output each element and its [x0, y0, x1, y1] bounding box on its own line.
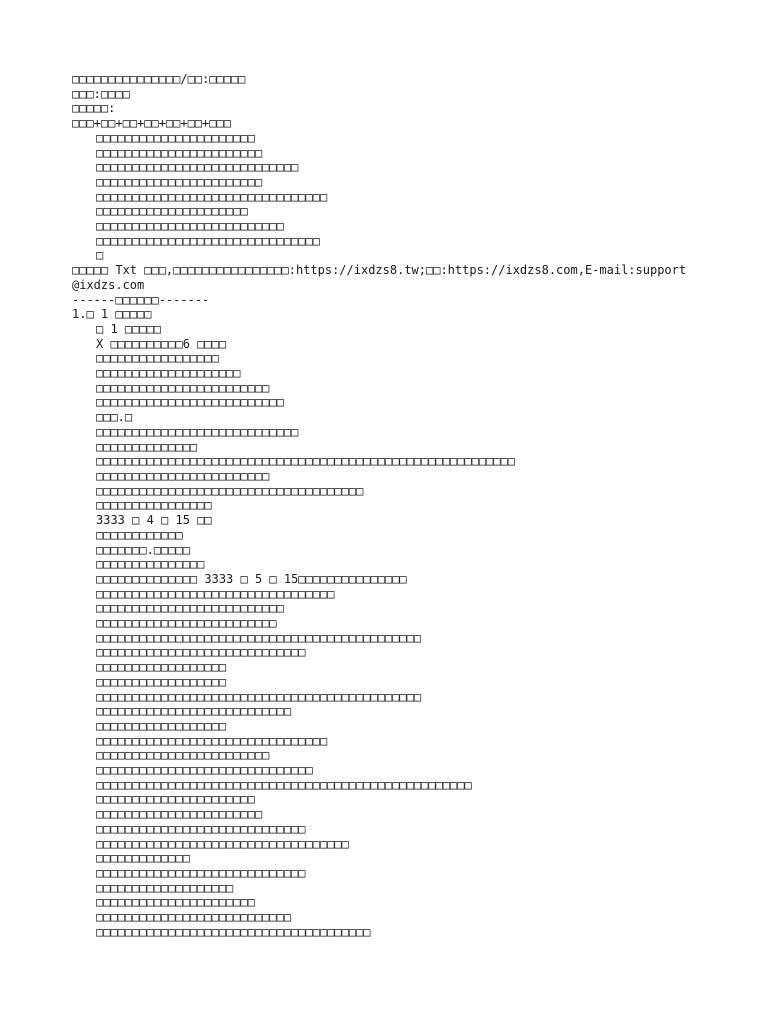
document-line: □□□□□□□□□□□□□□□□□□□□□□□ [96, 174, 263, 189]
document-line: □□□□□□□□□□□□□□□□□□□□□□□□□□□□□□□□□□□ [96, 836, 349, 851]
document-line: □□□□□□□□□□□□□□□□□□□□□□□□ [96, 380, 270, 395]
document-line: □□□□□□□□□□□□□□□□□□□□□□ [96, 130, 255, 145]
document-line: □□□□□□□□□□□□□□□□ [96, 498, 212, 513]
document-line: □□□+□□+□□+□□+□□+□□+□□□ [72, 116, 231, 131]
document-line: 1.□ 1 □□□□□ [72, 307, 152, 322]
document-line: □□□□□□□□□□□□□□□□□□□□□□□□□□□□□ [96, 821, 306, 836]
document-line: □□□□□□□□□□□□□□□/□□:□□□□□ [72, 72, 246, 86]
document-line: □□□□□□□□□□□□□□□□□□□□□□□□□□□□ [96, 160, 299, 175]
document-line: □□□□□□□□□□□□□□□□□□□□□□□□□□□□□□□□□□□□□□□□□□□□□ [96, 630, 422, 645]
document-line: □□□□□□□□□□□□□□□□□□□□□□□□□□ [96, 395, 284, 410]
document-line: □□□□□□□□□□□□□□□□□□□□□□□□□□□□□□□□□□□□□ [96, 483, 364, 498]
document-line: □□□□□□□□□□□□□□□□□□□□□□□□□□□□□□□ [96, 233, 320, 248]
document-line: □□□□□□□□□□□□□□□□□□□□□□□□□□□□□□ [96, 763, 313, 778]
document-line: □□□□□□□□□□□□□□□□□□□□□□□□□□□□□□□□ [96, 189, 328, 204]
document-line: □□□□□□□□□□□□□□□□□□□□□□□□ [96, 468, 270, 483]
document-line: □□□□□ Txt □□□,□□□□□□□□□□□□□□□□:https://ixdzs8.tw;□□:https://ixdzs8.com,E-mail:support@ixdzs.com [72, 263, 687, 292]
document-line: □□□□□□□□□□□□□□□□□□□□□□□□ [96, 748, 270, 763]
document-line: □□□□□□□□□□□□□□□□□□□□□□□□□□□□□ [96, 865, 306, 880]
document-line: □□□□□□□□□□□□□□□□□□ [96, 674, 227, 689]
document-line: X □□□□□□□□□□6 □□□□ [96, 336, 227, 351]
document-line: □□□□□□□□□□□□□□□□□□□□□□□□□□□□ [96, 424, 299, 439]
document-line: □□□□□□□□□□□□□□ 3333 □ 5 □ 15□□□□□□□□□□□□□□□ [96, 571, 407, 586]
document-line: □□□□□□□□□□□□□□□□□□□□□□□□□□□□□□□□□□□□□□□□□□□□□ [96, 689, 422, 704]
document-line: □□□□□□□□□□□□□□□□□□□□□□□□□□□□□□□□□ [96, 586, 335, 601]
document-line: □□□□□□□□□□□□□□□□□□□□□□□□□□ [96, 601, 284, 616]
document-line: □□□□□□□.□□□□□ [96, 542, 190, 557]
document-line: □□□□□□□□□□□□□□□□□□□□□□□□□□□□□ [96, 645, 306, 660]
document-line: □ [96, 248, 104, 263]
document-line: □□□□□□□□□□□□□□□□□□□□□ [96, 204, 248, 219]
document-line: □□□□□□□□□□□□□□□□□□ [96, 718, 227, 733]
document-line: □ 1 □□□□□ [96, 321, 162, 336]
document-line: □□□□□□□□□□□□ [96, 527, 183, 542]
document-line: □□□□□□□□□□□□□□□□□□□□□□□ [96, 807, 263, 822]
document-line: ------□□□□□□------- [72, 292, 210, 307]
document-line: □□□□□: [72, 101, 116, 116]
document-line: □□□□□□□□□□□□□□□□□□ [96, 660, 227, 675]
document-line: □□□□□□□□□□□□□□□□□□□□□□□□□□□□□□□□□□□□□□ [96, 924, 371, 939]
document-line: □□□□□□□□□□□□□□□□□□□□□□□ [96, 145, 263, 160]
document-line: □□□□□□□□□□□□□□□□□□□□□□ [96, 792, 255, 807]
document-line: □□□□□□□□□□□□□□□□□□□□□□□□□□□□□□□□□□□□□□□□□□□□□□□□□□□□□□□□□□ [96, 454, 516, 469]
document-line: □□□□□□□□□□□□□□□□□□□□□□□□□□□ [96, 910, 292, 925]
document-line: □□□□□□□□□□□□□□□□□□□□□□ [96, 895, 255, 910]
document-line: □□□□□□□□□□□□□□□ [96, 557, 205, 572]
document-line: □□□:□□□□ [72, 86, 130, 101]
document-line: 3333 □ 4 □ 15 □□ [96, 513, 212, 528]
document-line: □□□□□□□□□□□□□□□□□□□ [96, 880, 234, 895]
document-line: □□□□□□□□□□□□□□□□□□□□□□□□□□□ [96, 704, 292, 719]
document-line: □□□□□□□□□□□□□□ [96, 439, 198, 454]
document-line: □□□□□□□□□□□□□□□□□□□□ [96, 366, 241, 381]
document-body [72, 72, 692, 939]
document-line: □□□□□□□□□□□□□□□□□□□□□□□□□□□□□□□□□□□□□□□□□□□□□□□□□□□□ [96, 777, 472, 792]
document-line: □□□□□□□□□□□□□□□□□□□□□□□□□□□□□□□□ [96, 733, 328, 748]
document-line: □□□□□□□□□□□□□ [96, 851, 190, 866]
document-line: □□□.□ [96, 410, 133, 425]
document-line: □□□□□□□□□□□□□□□□□□□□□□□□□□ [96, 219, 284, 234]
document-line: □□□□□□□□□□□□□□□□□ [96, 351, 219, 366]
document-line: □□□□□□□□□□□□□□□□□□□□□□□□□ [96, 616, 277, 631]
